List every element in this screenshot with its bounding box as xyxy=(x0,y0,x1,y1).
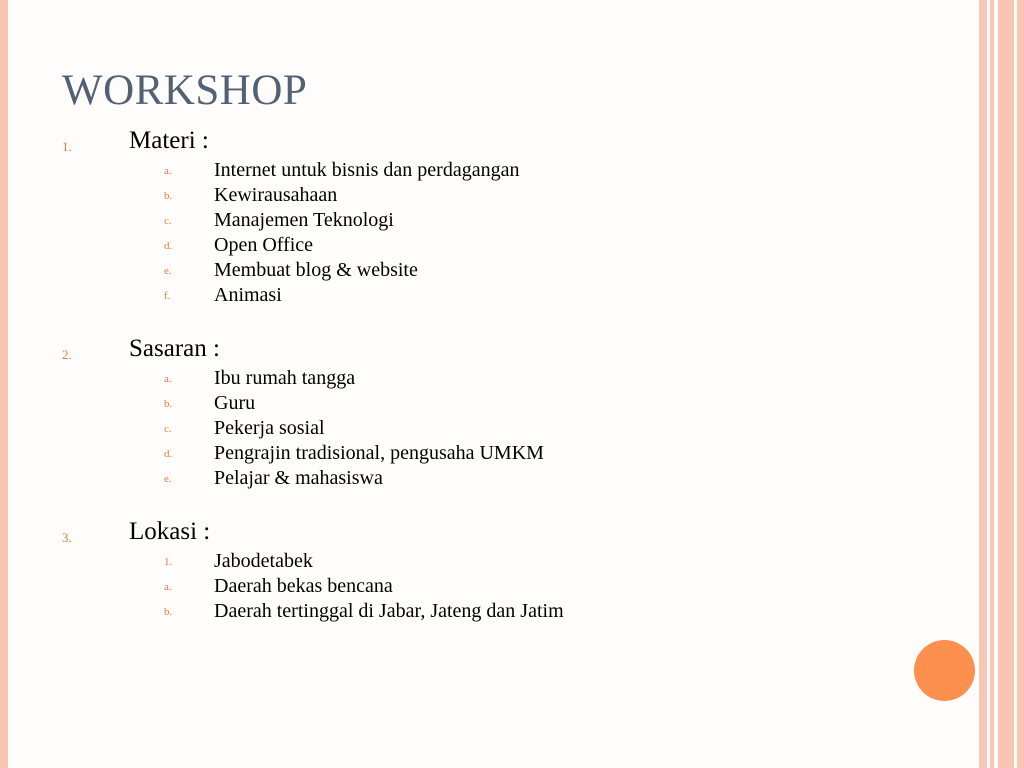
right-decorative-stripe xyxy=(998,0,1014,768)
sub-list-item xyxy=(0,574,960,599)
sub-list-text: Animasi xyxy=(214,284,282,306)
right-decorative-stripe xyxy=(990,0,994,768)
slide-content xyxy=(0,126,960,624)
sub-list-marker: c. xyxy=(164,423,172,435)
list-item xyxy=(0,334,960,366)
list-number: 2. xyxy=(62,347,72,362)
sub-list-marker: a. xyxy=(164,165,172,177)
sub-list-item xyxy=(0,366,960,391)
sub-list-text: Daerah bekas bencana xyxy=(214,575,393,597)
sub-list-marker: a. xyxy=(164,581,172,593)
sub-list-text: Ibu rumah tangga xyxy=(214,367,356,389)
sub-list-item xyxy=(0,599,960,624)
list-number: 3. xyxy=(62,530,72,545)
sub-list-item xyxy=(0,208,960,233)
list-item xyxy=(0,126,960,158)
sub-list-marker: a. xyxy=(164,373,172,385)
sub-list-text: Daerah tertinggal di Jabar, Jateng dan Jatim xyxy=(214,600,564,622)
sub-list-text: Guru xyxy=(214,392,256,414)
sub-list-item xyxy=(0,183,960,208)
sub-list-item xyxy=(0,258,960,283)
right-decorative-stripe xyxy=(1017,0,1024,768)
sub-list-text: Open Office xyxy=(214,234,314,256)
section-lokasi xyxy=(0,517,960,624)
sub-list-text: Pekerja sosial xyxy=(214,417,325,439)
sub-list-marker: c. xyxy=(164,215,172,227)
sub-list-marker: d. xyxy=(164,240,173,252)
sub-list-marker: 1. xyxy=(164,556,173,568)
sub-list-marker: b. xyxy=(164,190,173,202)
section-heading: Lokasi : xyxy=(129,518,211,545)
section-heading: Materi : xyxy=(129,127,209,154)
sub-list-text: Internet untuk bisnis dan perdagangan xyxy=(214,159,520,181)
sub-list-text: Pengrajin tradisional, pengusaha UMKM xyxy=(214,442,544,464)
list-number: 1. xyxy=(62,139,72,154)
sub-list-text: Membuat blog & website xyxy=(214,259,418,281)
sub-list-item xyxy=(0,466,960,491)
sub-list-marker: e. xyxy=(164,473,172,485)
sub-list-marker: b. xyxy=(164,398,173,410)
sub-list-item xyxy=(0,233,960,258)
section-heading: Sasaran : xyxy=(129,335,220,362)
sub-list-item xyxy=(0,283,960,308)
section-sasaran xyxy=(0,334,960,491)
sub-list-text: Manajemen Teknologi xyxy=(214,209,394,231)
slide-title: WORKSHOP xyxy=(62,67,308,114)
sub-list-item xyxy=(0,441,960,466)
decorative-circle xyxy=(914,640,975,701)
sub-list-item xyxy=(0,416,960,441)
sub-list-item xyxy=(0,391,960,416)
sub-list-marker: b. xyxy=(164,606,173,618)
sub-list-text: Jabodetabek xyxy=(214,550,313,572)
list-item xyxy=(0,517,960,549)
sub-list-item xyxy=(0,158,960,183)
right-decorative-stripe xyxy=(979,0,987,768)
sub-list xyxy=(0,549,960,624)
sub-list-marker: e. xyxy=(164,265,172,277)
sub-list xyxy=(0,158,960,308)
section-materi xyxy=(0,126,960,308)
sub-list-item xyxy=(0,549,960,574)
sub-list-marker: d. xyxy=(164,448,173,460)
sub-list-text: Pelajar & mahasiswa xyxy=(214,467,383,489)
sub-list-marker: f. xyxy=(164,290,171,302)
sub-list xyxy=(0,366,960,491)
sub-list-text: Kewirausahaan xyxy=(214,184,338,206)
